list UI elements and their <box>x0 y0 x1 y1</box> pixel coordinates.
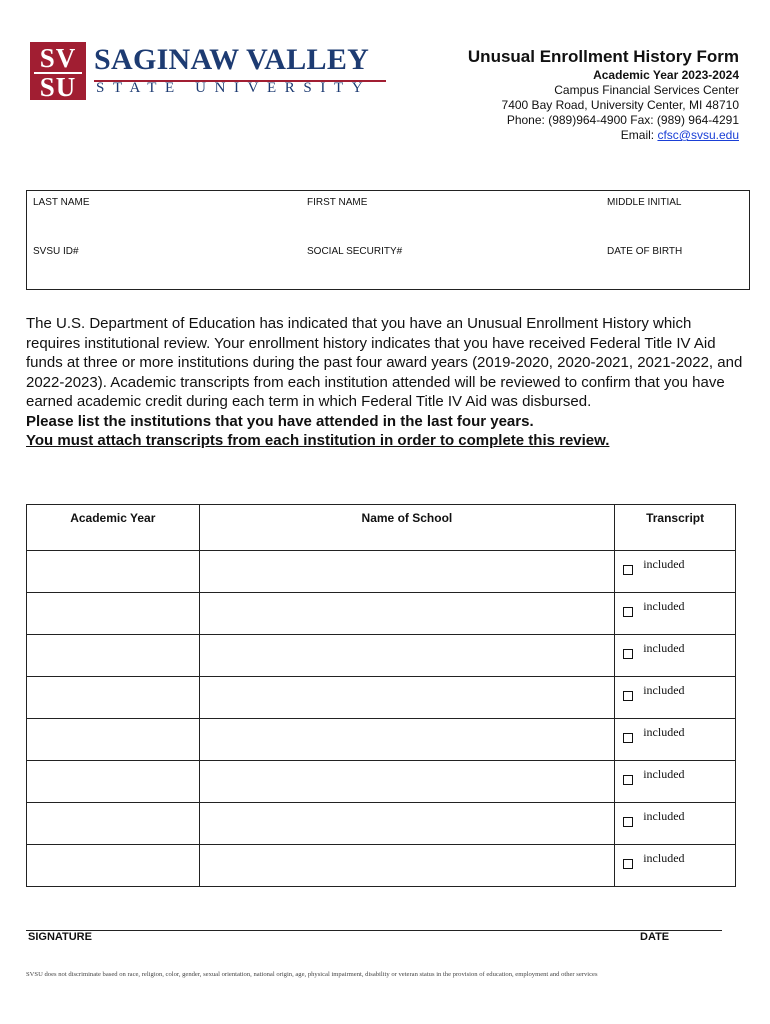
school-name-cell[interactable] <box>199 845 615 887</box>
table-row <box>27 635 736 677</box>
form-title: Unusual Enrollment History Form <box>467 47 739 66</box>
academic-year-cell[interactable] <box>27 719 200 761</box>
academic-year-cell[interactable] <box>27 761 200 803</box>
transcript-checkbox[interactable] <box>623 607 633 617</box>
svsu-id-field[interactable] <box>33 258 299 286</box>
header-transcript: Transcript <box>615 505 736 551</box>
middle-initial-label: MIDDLE INITIAL <box>607 197 682 208</box>
instructions-transcript-requirement: You must attach transcripts from each institution in order to complete this review. <box>26 432 610 449</box>
form-header <box>419 46 739 143</box>
table-row <box>27 677 736 719</box>
header-school-name: Name of School <box>199 505 615 551</box>
school-name-cell[interactable] <box>199 677 615 719</box>
school-name-cell[interactable] <box>199 719 615 761</box>
last-name-label: LAST NAME <box>33 197 90 208</box>
transcript-checkbox[interactable] <box>623 691 633 701</box>
signature-label: SIGNATURE <box>28 931 92 943</box>
id-row <box>27 240 749 289</box>
office-name: Campus Financial Services Center <box>554 83 739 97</box>
ssn-field[interactable] <box>307 258 599 286</box>
school-name-cell[interactable] <box>199 551 615 593</box>
transcript-included-label: included <box>643 851 685 865</box>
transcript-checkbox[interactable] <box>623 775 633 785</box>
academic-year-cell[interactable] <box>27 677 200 719</box>
dob-field[interactable] <box>607 258 743 286</box>
table-row <box>27 845 736 887</box>
transcript-cell <box>615 761 736 803</box>
email-link[interactable]: cfsc@svsu.edu <box>657 128 739 142</box>
student-info-box <box>26 190 750 290</box>
logo-mark-bottom: SU <box>39 72 77 102</box>
first-name-field[interactable] <box>307 209 599 237</box>
office-address: 7400 Bay Road, University Center, MI 48710 <box>501 98 739 112</box>
table-header-row <box>27 505 736 551</box>
transcript-cell <box>615 845 736 887</box>
school-name-cell[interactable] <box>199 803 615 845</box>
instructions-body: The U.S. Department of Education has indicated that you have an Unusual Enrollment History which requires institutional review. Your enrollment history indicates that you have received Federal Title IV Aid funds at three or more institutions during the past four award years (2019-2020, 2020-2021, 2021-2022, and 2022-2023). Academic transcripts from each institution attended will be reviewed to confirm that you have earned academic credit during each term in which Federal Title IV Aid was disbursed. <box>26 315 743 410</box>
transcript-cell <box>615 677 736 719</box>
academic-year-cell[interactable] <box>27 551 200 593</box>
transcript-cell <box>615 593 736 635</box>
name-row <box>27 191 749 240</box>
header-academic-year: Academic Year <box>27 505 200 551</box>
transcript-checkbox[interactable] <box>623 859 633 869</box>
logo-university-name: SAGINAW VALLEY <box>94 43 370 76</box>
svsu-logo <box>30 42 372 102</box>
academic-year-cell[interactable] <box>27 593 200 635</box>
signature-line[interactable] <box>26 930 722 931</box>
transcript-cell <box>615 803 736 845</box>
instructions-list-prompt: Please list the institutions that you have attended in the last four years. <box>26 412 534 430</box>
transcript-cell <box>615 719 736 761</box>
institutions-table <box>26 504 736 887</box>
ssn-label: SOCIAL SECURITY# <box>307 246 403 257</box>
svsu-id-label: SVSU ID# <box>33 246 79 257</box>
nondiscrimination-footer: SVSU does not discriminate based on race, religion, color, gender, sexual orientation, national origin, age, physical impairment, disability or veteran status in the provision of education, employment and other services <box>26 971 598 978</box>
academic-year-cell[interactable] <box>27 635 200 677</box>
transcript-checkbox[interactable] <box>623 565 633 575</box>
table-row <box>27 551 736 593</box>
transcript-included-label: included <box>643 599 685 613</box>
last-name-field[interactable] <box>33 209 299 237</box>
academic-year-cell[interactable] <box>27 803 200 845</box>
school-name-cell[interactable] <box>199 593 615 635</box>
table-row <box>27 803 736 845</box>
transcript-included-label: included <box>643 557 685 571</box>
table-row <box>27 593 736 635</box>
first-name-label: FIRST NAME <box>307 197 368 208</box>
transcript-included-label: included <box>643 725 685 739</box>
transcript-included-label: included <box>643 809 685 823</box>
logo-mark <box>30 42 86 100</box>
transcript-included-label: included <box>643 641 685 655</box>
school-name-cell[interactable] <box>199 635 615 677</box>
transcript-checkbox[interactable] <box>623 817 633 827</box>
transcript-included-label: included <box>643 767 685 781</box>
email-label: Email: <box>620 128 658 142</box>
table-row <box>27 719 736 761</box>
logo-mark-top: SV <box>34 45 82 74</box>
table-row <box>27 761 736 803</box>
logo-subtitle: STATE UNIVERSITY <box>96 80 372 96</box>
dob-label: DATE OF BIRTH <box>607 246 683 257</box>
transcript-cell <box>615 551 736 593</box>
academic-year-cell[interactable] <box>27 845 200 887</box>
transcript-included-label: included <box>643 683 685 697</box>
transcript-cell <box>615 635 736 677</box>
date-label: DATE <box>640 931 670 943</box>
school-name-cell[interactable] <box>199 761 615 803</box>
office-phone: Phone: (989)964-4900 Fax: (989) 964-4291 <box>506 113 739 127</box>
transcript-checkbox[interactable] <box>623 649 633 659</box>
office-email-line <box>419 128 739 143</box>
middle-initial-field[interactable] <box>607 209 743 237</box>
transcript-checkbox[interactable] <box>623 733 633 743</box>
academic-year: Academic Year 2023-2024 <box>593 68 739 82</box>
instructions <box>26 314 746 451</box>
